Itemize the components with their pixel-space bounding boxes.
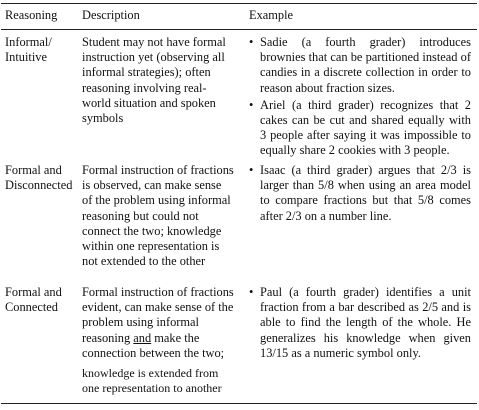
example-bullet: • Paul (a fourth grader) identifies a unit fraction from a bar described as 2/5 and is able to find the length of the whole. He generalizes his knowledge when given 13/15 as a numeric symbol only. [249, 285, 471, 361]
example-bullet: • Ariel (a third grader) recognizes that 2 cakes can be cut and shared equally with 3 people after saying it was impossible to equally share 2 cookies with 3 people. [249, 98, 471, 159]
row-3-description-main [82, 285, 234, 361]
header-example: Example [249, 8, 294, 22]
row-2-reasoning: Formal and Disconnected [5, 163, 73, 193]
header-reasoning: Reasoning [5, 8, 58, 22]
table-bottom-rule [1, 403, 477, 404]
row-1-description: Student may not have formal instruction yet (observing all informal strategies); often reasoning involving real-world situation and spoken symbols [82, 35, 226, 126]
row-3-reasoning: Formal and Connected [5, 285, 62, 315]
row-2-description: Formal instruction of fractions is observed, can make sense of the problem using informal reasoning but could not connect the two; knowledge within one representation is not extended to the other [82, 163, 234, 269]
description-text: make the connection between the two; [82, 330, 225, 360]
header-description: Description [82, 8, 140, 22]
description-underlined-word: and [133, 330, 152, 345]
description-text: Formal instruction of fractions evident, can make sense of the problem using informal reasoning [82, 285, 234, 345]
row-3-description-tail: knowledge is extended from one representation to another [82, 366, 222, 395]
example-bullet: • Isaac (a third grader) argues that 2/3 is larger than 5/8 when using an area model to compare fractions but that 5/8 comes after 2/3 on a number line. [249, 163, 471, 224]
header-rule [1, 29, 477, 30]
row-2-examples [249, 163, 471, 224]
row-3-examples [249, 285, 471, 361]
row-1-examples [249, 35, 471, 159]
table-top-rule [1, 3, 477, 4]
example-bullet: • Sadie (a fourth grader) introduces brownies that can be partitioned instead of candies in a discrete collection in order to reason about fraction sizes. [249, 35, 471, 96]
row-3-description [82, 285, 234, 395]
row-1-reasoning: Informal/ Intuitive [5, 35, 52, 65]
